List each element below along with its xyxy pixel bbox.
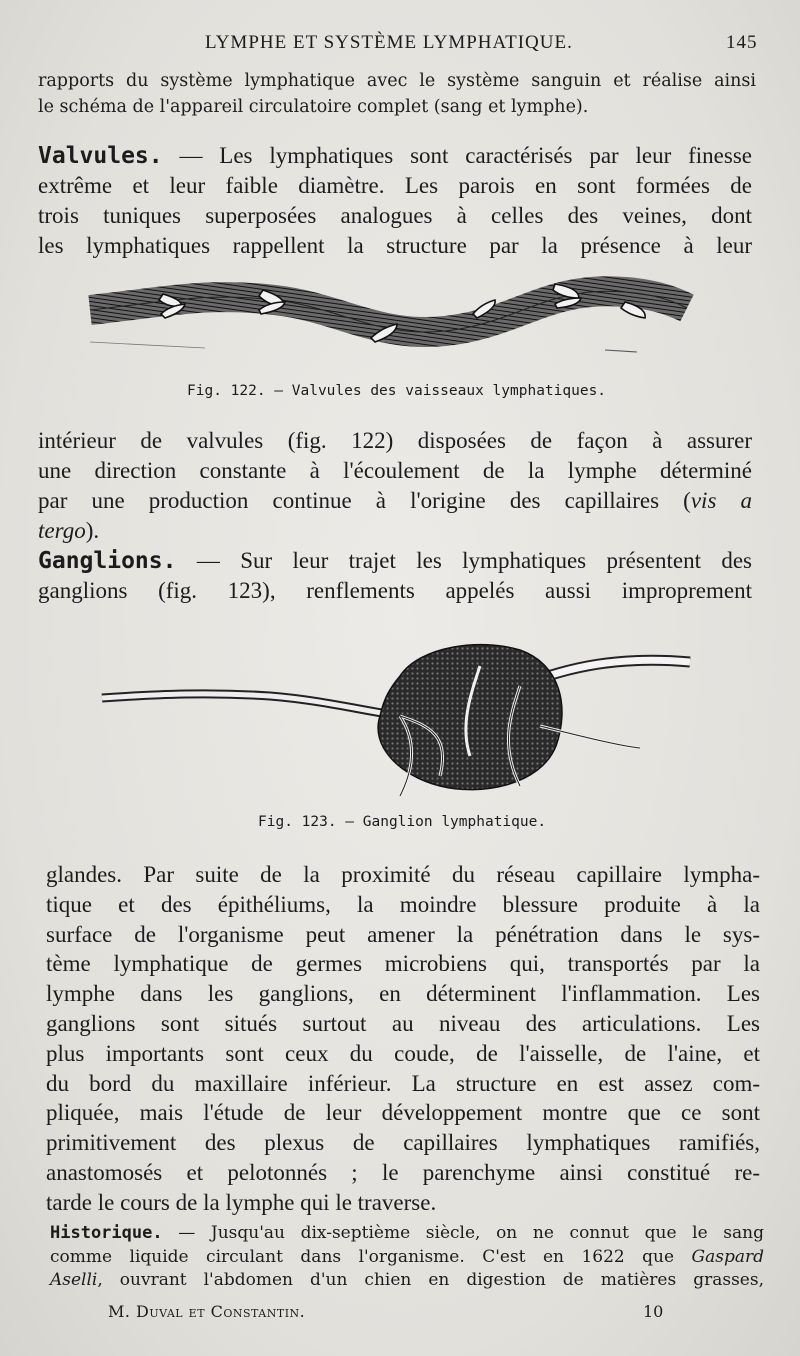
text-line: intérieur de valvules (fig. 122) disposées de façon à assurer (38, 428, 752, 453)
text-line: par une production continue à l'origine des capillaires (vis a (38, 488, 752, 513)
valvules-paragraph (38, 141, 752, 261)
footer-authors: M. Duval et Constantin. (108, 1302, 306, 1321)
text-line: les lymphatiques rappellent la structure par la présence à leur (38, 233, 752, 258)
text-line: ganglions sont situés surtout au niveau des articulations. Les (46, 1010, 760, 1036)
running-title: LYMPHE ET SYSTÈME LYMPHATIQUE. (205, 32, 573, 53)
text-line: comme liquide circulant dans l'organisme. C'est en 1622 que Gaspard (50, 1246, 764, 1267)
figure-123-caption: Fig. 123. — Ganglion lymphatique. (258, 814, 547, 830)
text-line: rapports du système lymphatique avec le système sanguin et réalise ainsi (38, 71, 756, 91)
section-heading-ganglions: Ganglions. (38, 548, 177, 574)
text-line: plus importants sont ceux du coude, de l'aisselle, de l'aine, et (46, 1040, 760, 1066)
running-header (0, 30, 800, 58)
figure-122-caption: Fig. 122. — Valvules des vaisseaux lymphatiques. (187, 383, 607, 399)
text-line: tergo). (38, 518, 100, 543)
historique-paragraph (50, 1222, 764, 1293)
text-line: tarde le cours de la lymphe qui le traverse. (46, 1189, 437, 1215)
text-line: glandes. Par suite de la proximité du réseau capillaire lympha- (46, 862, 760, 887)
intro-paragraph (38, 68, 756, 120)
latin-phrase: vis a (690, 488, 752, 513)
text-line: tique et des épithéliums, la moindre blessure produite à la (46, 891, 760, 917)
latin-phrase: tergo (38, 518, 86, 543)
section-heading-valvules: Valvules. (38, 143, 163, 169)
valvules-figure-illustration (85, 272, 695, 372)
text-line: anastomosés et pelotonnés ; le parenchyme ainsi constitué re- (46, 1159, 760, 1185)
text-line: lymphe dans les ganglions, en déterminent l'inflammation. Les (46, 981, 760, 1007)
text-line: primitivement des plexus de capillaires lymphatiques ramifiés, (46, 1130, 760, 1156)
ganglion-figure-illustration (100, 636, 720, 806)
person-name: Aselli (50, 1270, 98, 1290)
para-glandes (46, 860, 760, 1218)
text-line: une direction constante à l'écoulement de la lymphe déterminé (38, 458, 752, 483)
text-line: tème lymphatique de germes microbiens qui, transportés par la (46, 951, 760, 977)
text-line: extrême et leur faible diamètre. Les parois en sont formées de (38, 173, 752, 198)
ganglions-paragraph (38, 546, 752, 606)
para-valvules-continued (38, 426, 752, 546)
text-line: pliquée, mais l'étude de leur développement montre que ce sont (46, 1100, 760, 1126)
text-line: Valvules. — Les lymphatiques sont caractérisés par leur finesse (38, 143, 752, 169)
person-name: Gaspard (691, 1246, 764, 1267)
text-line: trois tuniques superposées analogues à celles des veines, dont (38, 203, 752, 228)
text-line: surface de l'organisme peut amener la pénétration dans le sys- (46, 921, 760, 947)
section-heading-historique: Historique. (50, 1223, 163, 1243)
text-line: Aselli, ouvrant l'abdomen d'un chien en digestion de matières grasses, (50, 1270, 764, 1290)
text-line: ganglions (fig. 123), renflements appelés aussi improprement (38, 578, 752, 603)
text-line: Ganglions. — Sur leur trajet les lymphatiques présentent des (38, 548, 752, 574)
page-number: 145 (726, 32, 758, 53)
footer-sheet-number: 10 (643, 1302, 664, 1321)
text-line: Historique. — Jusqu'au dix-septième siècle, on ne connut que le sang (50, 1223, 764, 1243)
text-line: du bord du maxillaire inférieur. La structure en est assez com- (46, 1070, 760, 1096)
text-line: le schéma de l'appareil circulatoire complet (sang et lymphe). (38, 97, 589, 117)
